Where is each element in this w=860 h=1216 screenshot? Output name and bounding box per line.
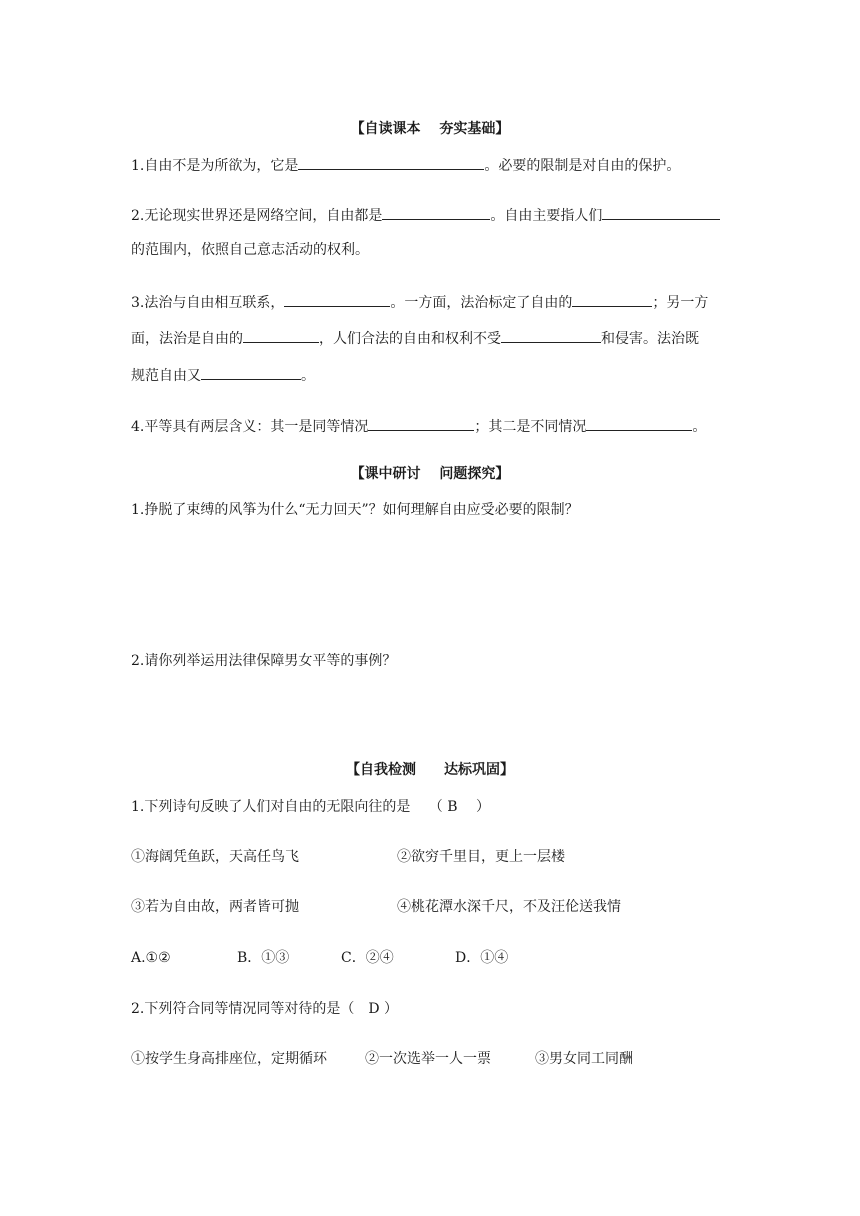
fill-question-3-line2: 面，法治是自由的 ，人们合法的自由和权利不受 和侵害。法治既 <box>131 327 699 349</box>
answer-blank[interactable] <box>368 415 474 431</box>
answer-blank[interactable] <box>586 415 692 431</box>
answer-blank[interactable] <box>298 154 484 170</box>
fill-question-1: 1.自由不是为所欲为，它是 。必要的限制是对自由的保护。 <box>131 154 680 176</box>
option-2: ②欲穷千里目，更上一层楼 <box>397 849 565 865</box>
section-heading-self-test: 【自我检测 达标巩固】 <box>346 762 514 778</box>
test-q1-options-row-1 <box>131 847 565 867</box>
option-3: ③男女同工同酬 <box>535 1051 633 1067</box>
choice-b[interactable]: B．①③ <box>237 950 290 966</box>
explore-question-1: 1.挣脱了束缚的风筝为什么“无力回天”？如何理解自由应受必要的限制？ <box>131 502 579 518</box>
option-4: ④桃花潭水深千尺，不及汪伦送我情 <box>397 899 621 915</box>
option-1: ①按学生身高排座位，定期循环 <box>131 1051 327 1067</box>
fill-question-3-line3: 规范自由又 。 <box>131 364 315 386</box>
fill-question-2-cont: 的范围内，依照自己意志活动的权利。 <box>131 242 369 258</box>
answer-blank[interactable] <box>284 291 390 307</box>
section-heading-explore: 【课中研讨 问题探究】 <box>350 466 510 482</box>
option-1: ①海阔凭鱼跃，天高任鸟飞 <box>131 849 299 865</box>
test-q1-options-row-2 <box>131 897 621 917</box>
test-question-1: 1.下列诗句反映了人们对自由的无限向往的是 （ B ） <box>131 799 490 815</box>
test-q1-choices <box>131 948 508 968</box>
option-2: ②一次选举一人一票 <box>365 1051 491 1067</box>
fill-question-2: 2.无论现实世界还是网络空间，自由都是 。自由主要指人们 <box>131 204 720 226</box>
answer-blank[interactable] <box>572 291 652 307</box>
answer-blank[interactable] <box>243 327 319 343</box>
answer-blank[interactable] <box>501 327 601 343</box>
answer-blank[interactable] <box>382 204 490 220</box>
test-q2-options <box>131 1049 633 1069</box>
option-3: ③若为自由故，两者皆可抛 <box>131 899 299 915</box>
answer-blank[interactable] <box>602 204 720 220</box>
fill-question-4: 4.平等具有两层含义：其一是同等情况 ；其二是不同情况 。 <box>131 415 706 437</box>
choice-a[interactable]: A.①② <box>131 950 171 966</box>
choice-c[interactable]: C．②④ <box>341 950 394 966</box>
answer-blank[interactable] <box>201 364 301 380</box>
fill-question-3: 3.法治与自由相互联系， 。一方面，法治标定了自由的 ；另一方 <box>131 291 708 313</box>
explore-question-2: 2.请你列举运用法律保障男女平等的事例？ <box>131 653 397 669</box>
choice-d[interactable]: D．①④ <box>455 950 509 966</box>
section-heading-self-study: 【自读课本 夯实基础】 <box>350 121 510 137</box>
test-question-2: 2.下列符合同等情况同等对待的是（ D ） <box>131 1001 399 1017</box>
